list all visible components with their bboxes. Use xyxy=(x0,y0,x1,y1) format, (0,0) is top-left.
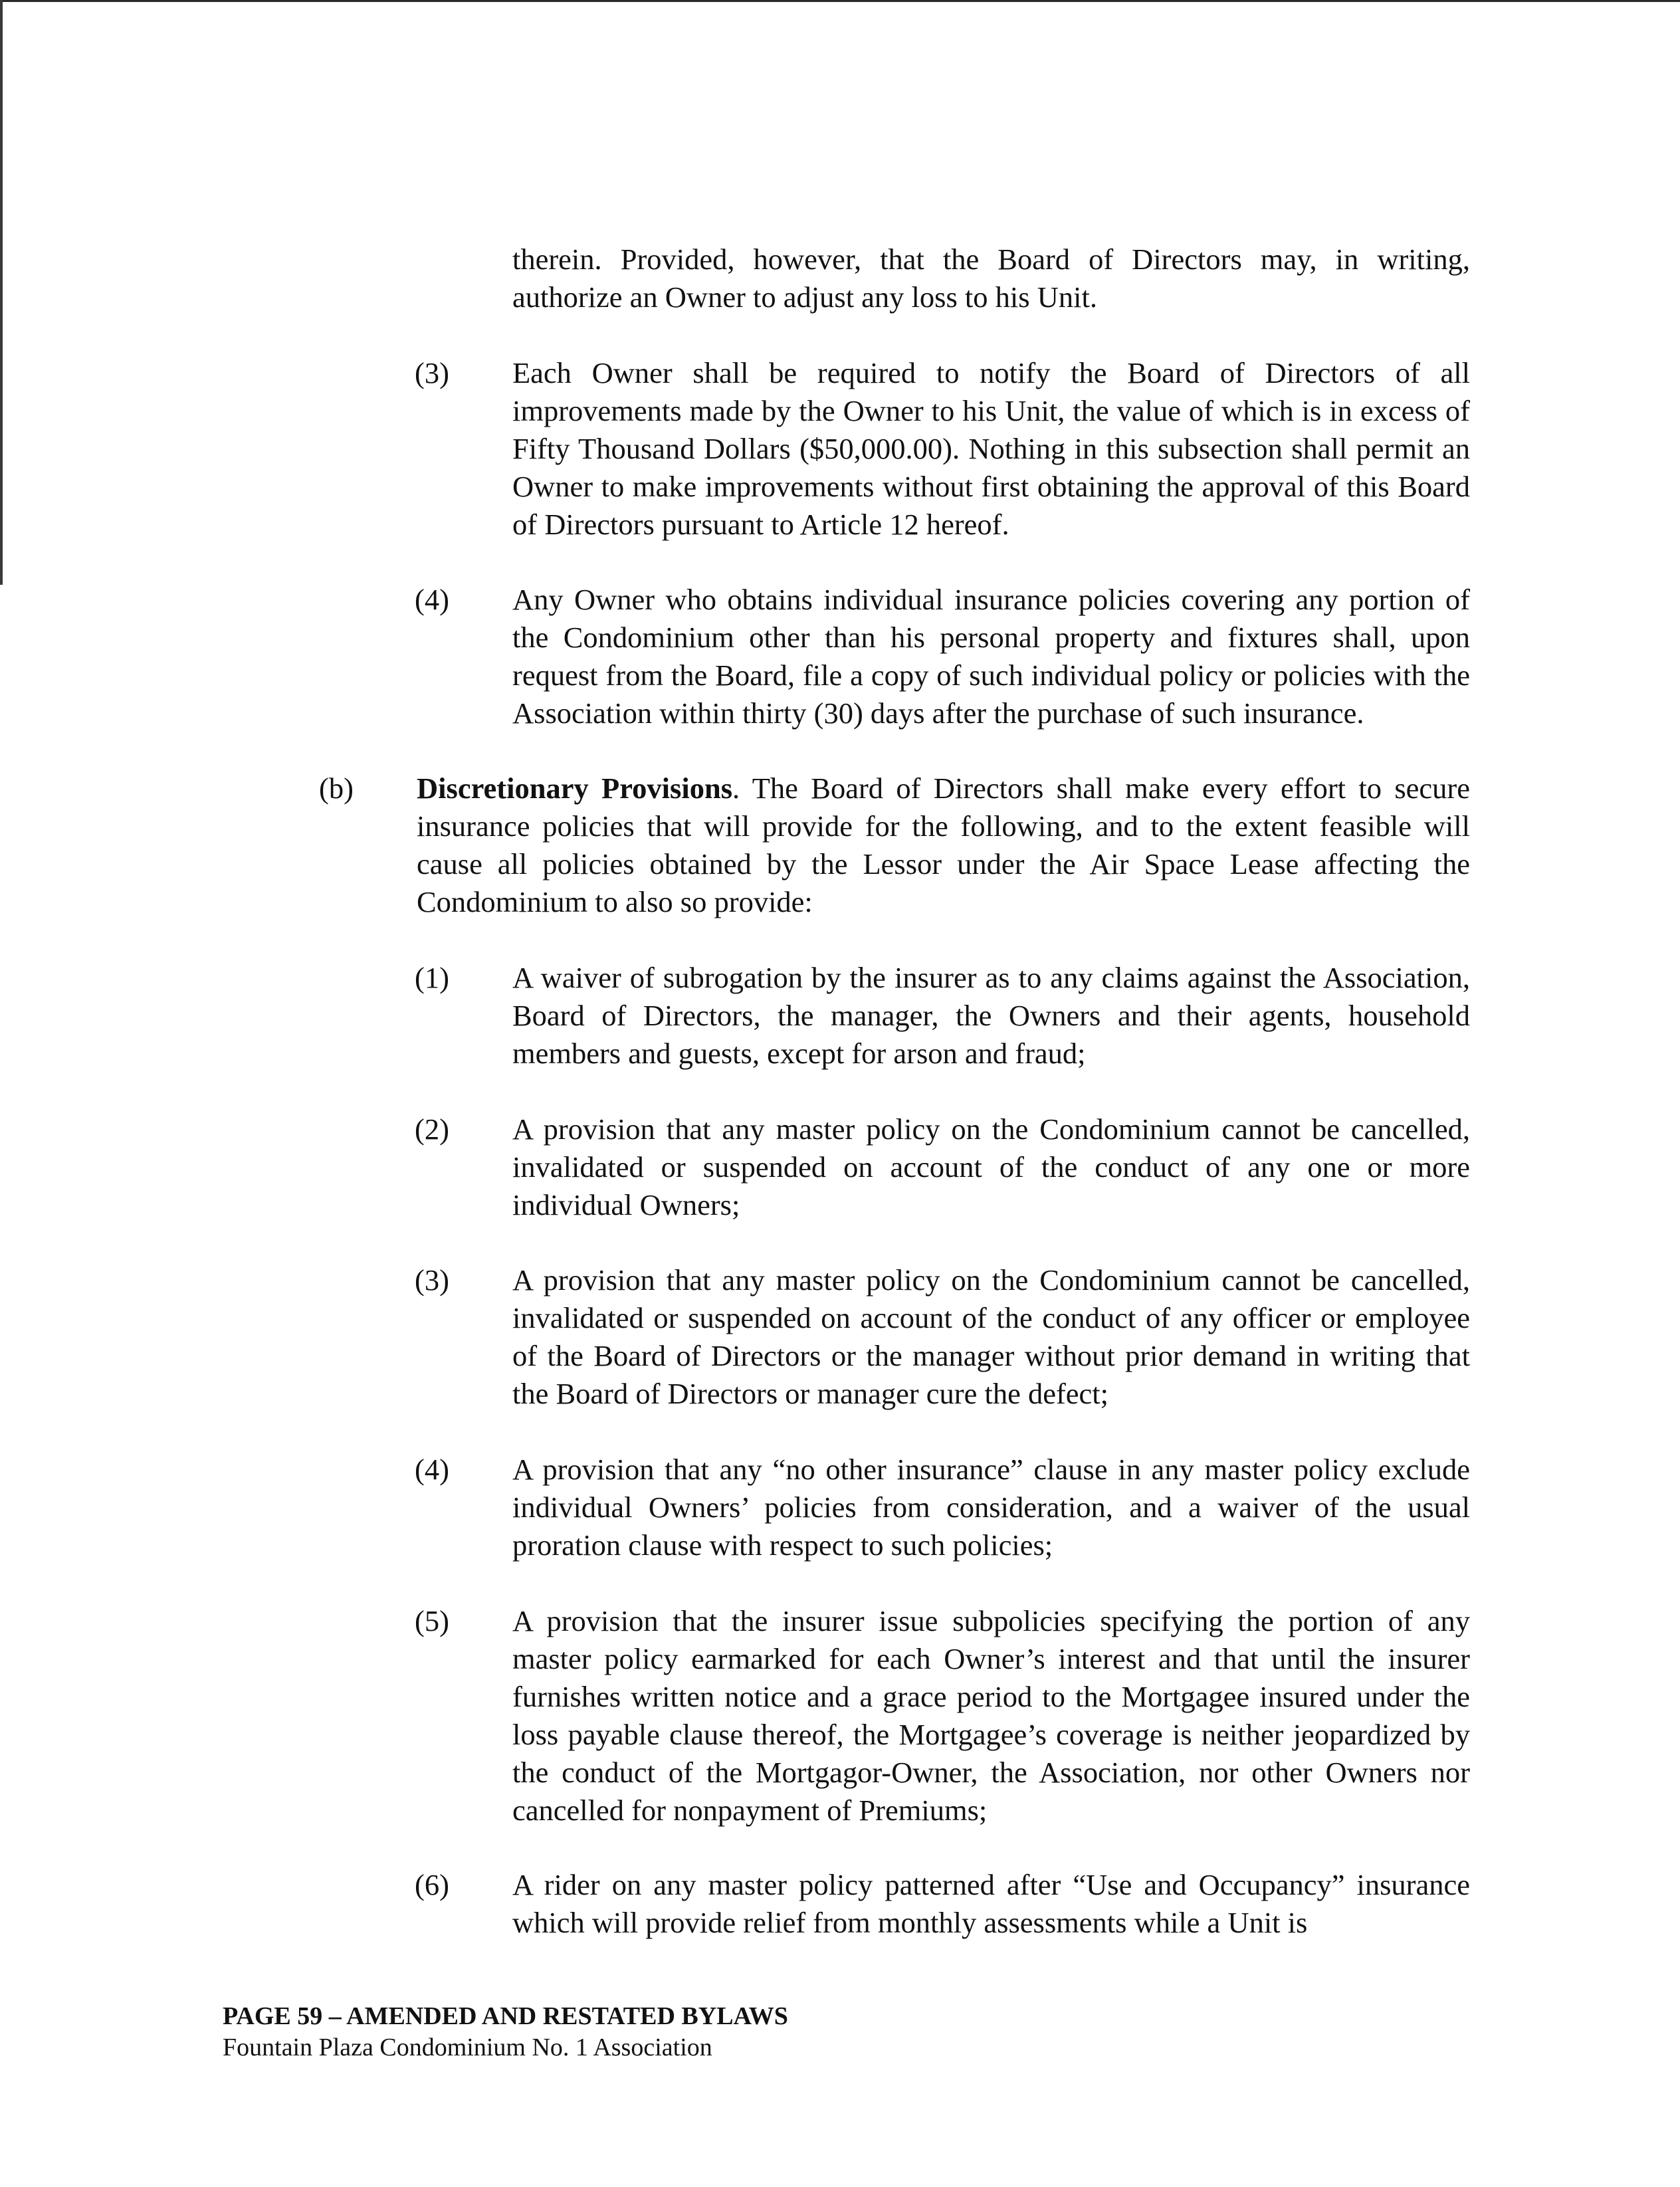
item-b5-number: (5) xyxy=(415,1604,449,1637)
continuation-paragraph: therein. Provided, however, that the Board of Directors may, in writing, authorize an Owner to adjust any loss to his Unit. xyxy=(512,243,1470,314)
item-b3-text: A provision that any master policy on the Condominium cannot be cancelled, invalidated or suspended on account of the conduct of any officer or employee of the Board of Directors or the manager without prior demand in writing that the Board of Directors or manager cure the defect; xyxy=(512,1263,1470,1410)
footer-subtitle: Fountain Plaza Condominium No. 1 Association xyxy=(223,2033,712,2061)
item-a4-number: (4) xyxy=(415,583,449,616)
section-b-label: (b) xyxy=(319,772,354,805)
section-b-text: . The Board of Directors shall make every effort to secure insurance policies that will provide for the following, and to the extent feasible will cause all policies obtained by the Lessor under the Air Space Lease affecting the Condominium to also so provide: xyxy=(417,772,1470,918)
footer-title: PAGE 59 – AMENDED AND RESTATED BYLAWS xyxy=(223,2002,788,2030)
item-b6-number: (6) xyxy=(415,1868,449,1901)
item-b4-text: A provision that any “no other insurance” clause in any master policy exclude individual Owners’ policies from consideration, and a waiver of the usual proration clause with respect to such policies; xyxy=(512,1453,1470,1562)
item-b1-text: A waiver of subrogation by the insurer as to any claims against the Association, Board of Directors, the manager, the Owners and their agents, household members and guests, except for arson and fraud; xyxy=(512,961,1470,1070)
section-b-heading: Discretionary Provisions xyxy=(417,772,733,805)
item-b6-text: A rider on any master policy patterned after “Use and Occupancy” insurance which will provide relief from monthly assessments while a Unit is xyxy=(512,1868,1470,1939)
item-b4-number: (4) xyxy=(415,1453,449,1486)
item-a3-text: Each Owner shall be required to notify the Board of Directors of all improvements made by the Owner to his Unit, the value of which is in excess of Fifty Thousand Dollars ($50,000.00). Nothing in this subsection shall permit an Owner to make improvements without first obtaining the approval of this Board of Directors pursuant to Article 12 hereof. xyxy=(512,356,1470,541)
item-b5-text: A provision that the insurer issue subpolicies specifying the portion of any master policy earmarked for each Owner’s interest and that until the insurer furnishes written notice and a grace period to the Mortgagee insured under the loss payable clause thereof, the Mortgagee’s coverage is neither jeopardized by the conduct of the Mortgagor-Owner, the Association, nor other Owners nor cancelled for nonpayment of Premiums; xyxy=(512,1604,1470,1827)
item-b2-text: A provision that any master policy on the Condominium cannot be cancelled, invalidated or suspended on account of the conduct of any one or more individual Owners; xyxy=(512,1112,1470,1221)
item-a3-number: (3) xyxy=(415,356,449,389)
item-b1-number: (1) xyxy=(415,961,449,994)
item-b3-number: (3) xyxy=(415,1263,449,1297)
item-b2-number: (2) xyxy=(415,1112,449,1146)
item-a4-text: Any Owner who obtains individual insurance policies covering any portion of the Condominium other than his personal property and fixtures shall, upon request from the Board, file a copy of such individual policy or policies with the Association within thirty (30) days after the purchase of such insurance. xyxy=(512,583,1470,730)
section-b-paragraph xyxy=(417,770,1470,921)
